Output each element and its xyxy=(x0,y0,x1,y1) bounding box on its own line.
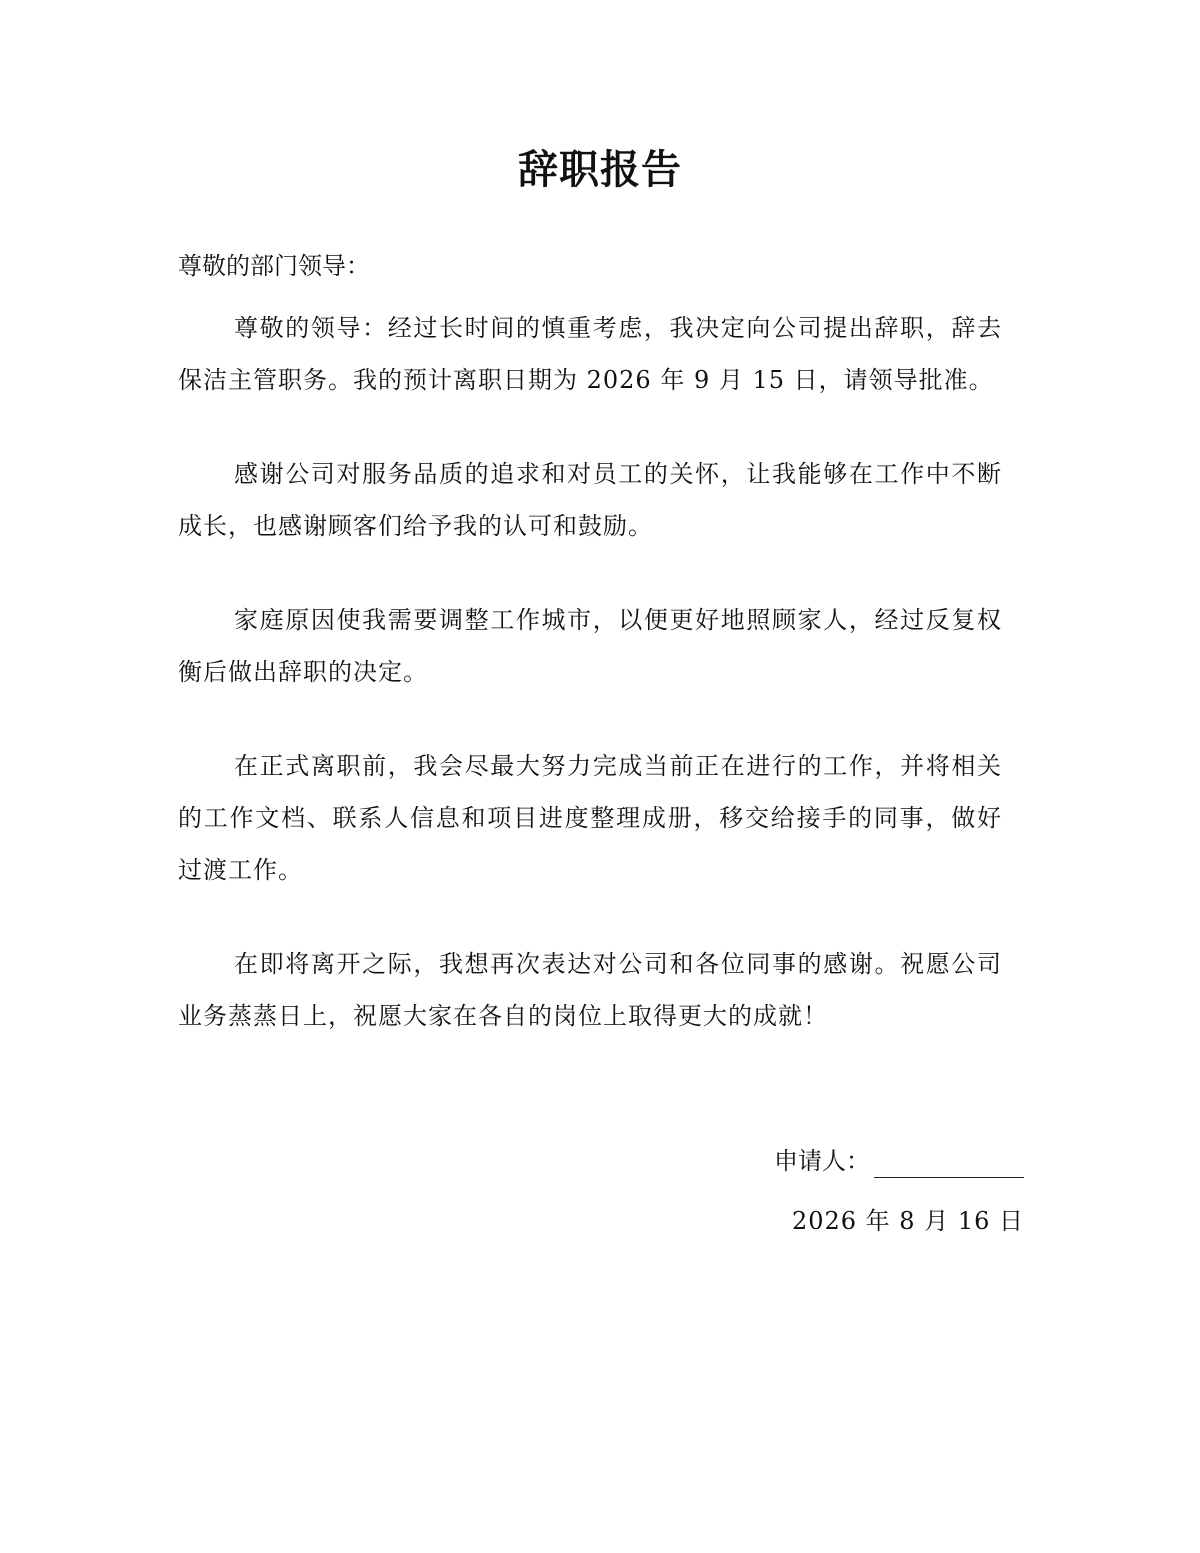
paragraph-handover: 在正式离职前，我会尽最大努力完成当前正在进行的工作，并将相关的工作文档、联系人信息和项目进度整理成册，移交给接手的同事，做好过渡工作。 xyxy=(178,752,1002,884)
document-body xyxy=(178,302,1002,1084)
paragraph-resignation: 尊敬的领导：经过长时间的慎重考虑，我决定向公司提出辞职，辞去保洁主管职务。我的预计离职日期为 2026 年 9 月 15 日，请领导批准。 xyxy=(178,314,1002,394)
salutation: 尊敬的部门领导： xyxy=(178,252,370,280)
signature-date: 2026 年 8 月 16 日 xyxy=(791,1207,1024,1235)
applicant-row xyxy=(774,1136,1024,1186)
applicant-label: 申请人： xyxy=(774,1147,870,1175)
signature-block xyxy=(774,1136,1024,1246)
paragraph-reason: 家庭原因使我需要调整工作城市，以便更好地照顾家人，经过反复权衡后做出辞职的决定。 xyxy=(178,606,1002,686)
paragraph-gratitude: 感谢公司对服务品质的追求和对员工的关怀，让我能够在工作中不断成长，也感谢顾客们给予我的认可和鼓励。 xyxy=(178,460,1002,540)
paragraph-closing: 在即将离开之际，我想再次表达对公司和各位同事的感谢。祝愿公司业务蒸蒸日上，祝愿大家在各自的岗位上取得更大的成就！ xyxy=(178,950,1002,1030)
document-title: 辞职报告 xyxy=(518,147,682,193)
signature-line xyxy=(874,1145,1024,1178)
